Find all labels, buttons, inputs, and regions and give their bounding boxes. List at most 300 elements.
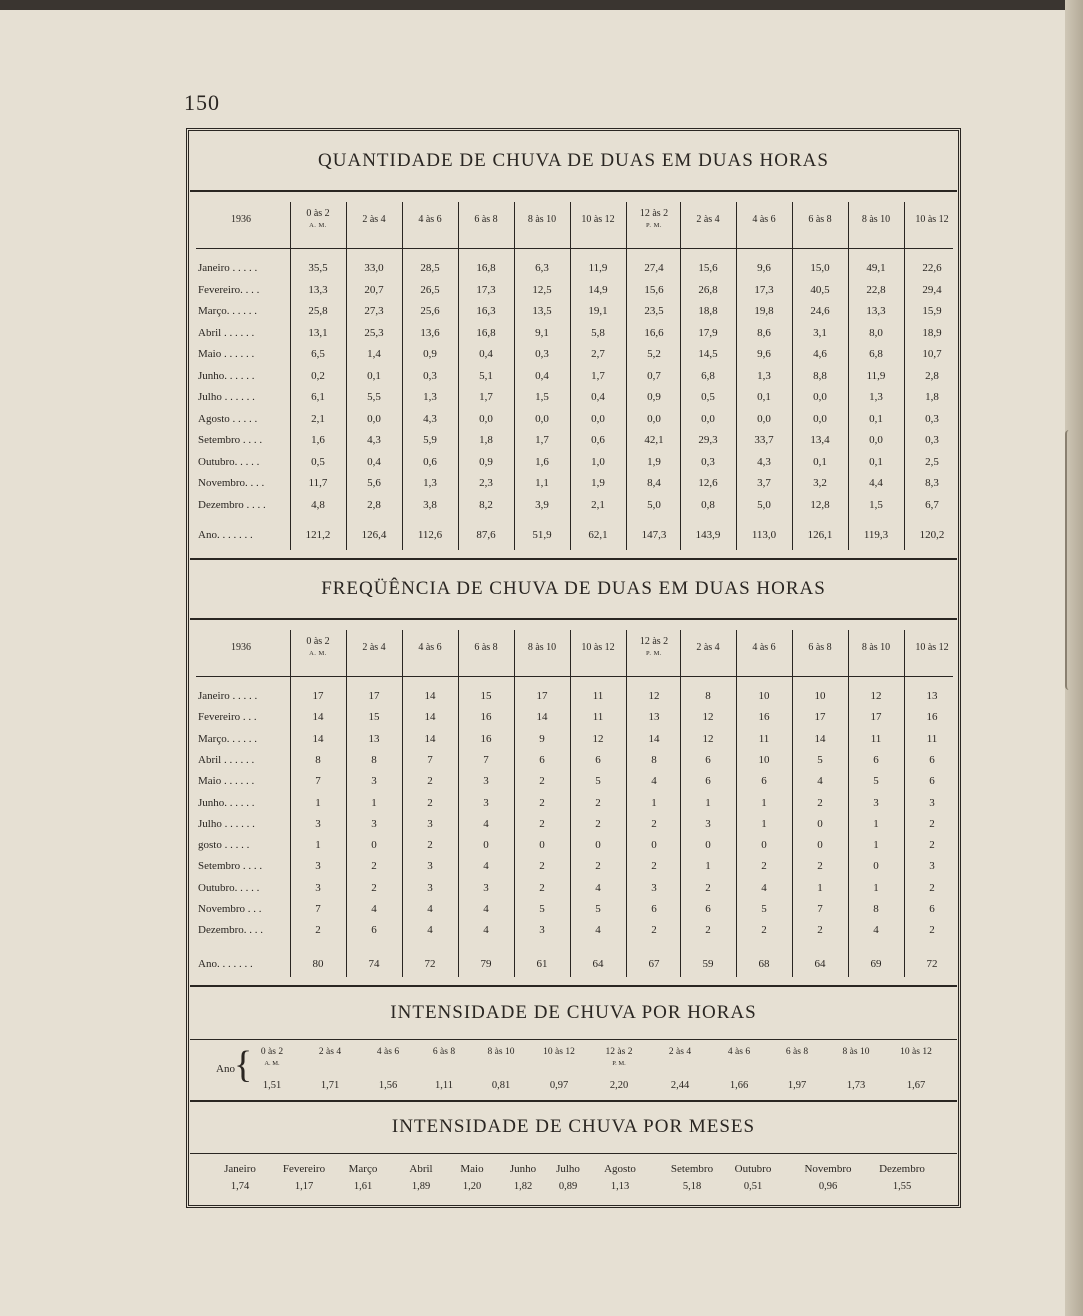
frequencia-cell: 4 [873, 924, 879, 937]
frequencia-cell: 10 [814, 690, 826, 702]
frequencia-row-label: Setembro . . . . [198, 860, 263, 873]
quantidade-cell: 15,6 [644, 283, 664, 296]
quantidade-cell: 0,6 [423, 455, 437, 468]
frequencia-cell: 7 [315, 775, 321, 788]
column-label: 10 às 12 [581, 642, 615, 653]
quantidade-cell: 0,9 [479, 455, 493, 468]
intensidade-meses-value: 1,17 [294, 1181, 314, 1192]
intensidade-horas-value: 1,97 [787, 1080, 807, 1091]
column-sublabel: P. M. [612, 1060, 626, 1067]
quantidade-cell: 8,6 [757, 326, 771, 339]
intensidade-horas-column-header [590, 1047, 648, 1069]
intensidade-meses-value: 1,20 [462, 1181, 482, 1192]
column-label: 6 às 8 [432, 1047, 456, 1057]
quantidade-cell: 0,1 [869, 412, 883, 425]
intensidade-horas-value: 0,97 [549, 1080, 569, 1091]
quantidade-cell: 9,6 [757, 348, 771, 360]
intensidade-meses-top-rule [190, 1153, 957, 1154]
quantidade-cell: 12,6 [698, 477, 718, 489]
intensidade-meses-month: Outubro [734, 1163, 772, 1175]
quantidade-cell: 2,3 [479, 477, 493, 489]
quantidade-cell: 0,4 [479, 348, 493, 360]
frequencia-cell: 7 [315, 903, 321, 915]
frequencia-cell: 13 [926, 690, 938, 702]
column-label: 4 às 6 [418, 642, 442, 653]
intensidade-horas-value: 0,81 [491, 1080, 511, 1091]
quantidade-cell: 25,6 [420, 305, 440, 317]
quantidade-row-label: Junho. . . . . . [198, 369, 255, 382]
frequencia-cell: 15 [480, 690, 492, 702]
quantidade-cell: 27,4 [644, 262, 664, 274]
frequencia-column-header [459, 642, 513, 654]
frequencia-cell: 6 [929, 753, 935, 766]
quantidade-cell: 0,9 [423, 348, 437, 360]
quantidade-cell: 25,8 [308, 305, 328, 317]
quantidade-total-cell: 112,6 [417, 529, 443, 541]
quantidade-cell: 15,6 [698, 262, 718, 274]
frequencia-cell: 0 [539, 839, 545, 852]
frequencia-cell: 2 [651, 860, 657, 873]
quantidade-cell: 19,1 [588, 305, 608, 317]
column-label: 6 às 8 [785, 1047, 809, 1057]
quantidade-cell: 28,5 [420, 262, 440, 274]
intensidade-meses-month: Março [348, 1163, 378, 1175]
frequencia-cell: 2 [929, 817, 935, 830]
quantidade-cell: 10,7 [922, 348, 942, 360]
intensidade-horas-value: 2,20 [609, 1080, 629, 1091]
quantidade-row-label: Agosto . . . . . [198, 412, 258, 425]
intensidade-horas-column-header [827, 1047, 885, 1058]
quantidade-column-header [571, 214, 625, 226]
frequencia-cell: 2 [427, 796, 433, 809]
frequencia-total-cell: 74 [368, 958, 380, 970]
quantidade-cell: 12,5 [532, 283, 552, 296]
quantidade-cell: 1,9 [591, 477, 605, 489]
quantidade-cell: 11,9 [588, 262, 608, 274]
quantidade-cell: 0,8 [701, 498, 715, 511]
intensidade-meses-month: Setembro [670, 1163, 714, 1175]
quantidade-bottom-rule [190, 558, 957, 560]
top-shadow-band [0, 0, 1083, 10]
intensidade-horas-value: 1,71 [320, 1080, 340, 1091]
intensidade-horas-value: 1,51 [262, 1080, 282, 1091]
intensidade-horas-value: 2,44 [670, 1080, 690, 1091]
frequencia-cell: 17 [312, 690, 324, 702]
frequencia-cell: 0 [371, 839, 377, 852]
quantidade-cell: 6,8 [701, 369, 715, 382]
quantidade-cell: 9,6 [757, 262, 771, 274]
quantidade-cell: 13,4 [810, 434, 830, 446]
frequencia-total-cell: 59 [702, 958, 714, 970]
frequencia-total-label: Ano. . . . . . . [198, 958, 253, 970]
frequencia-cell: 14 [424, 690, 436, 702]
quantidade-year-header: 1936 [231, 214, 251, 225]
quantidade-cell: 16,3 [476, 305, 496, 317]
quantidade-cell: 15,0 [810, 262, 830, 274]
quantidade-cell: 6,8 [869, 348, 883, 360]
intensidade-horas-column-header [530, 1047, 588, 1058]
frequencia-cell: 2 [761, 924, 767, 937]
column-label: 4 às 6 [727, 1047, 751, 1057]
quantidade-cell: 2,8 [925, 369, 939, 382]
column-label: 8 às 10 [842, 1047, 870, 1057]
quantidade-cell: 49,1 [866, 262, 886, 274]
quantidade-cell: 26,5 [420, 283, 440, 296]
frequencia-cell: 2 [539, 860, 545, 873]
intensidade-meses-value: 1,55 [892, 1181, 912, 1192]
frequencia-cell: 4 [483, 924, 489, 937]
frequencia-cell: 2 [595, 860, 601, 873]
frequencia-cell: 2 [761, 860, 767, 873]
frequencia-cell: 1 [371, 796, 377, 809]
quantidade-column-header [403, 214, 457, 226]
quantidade-cell: 1,9 [647, 455, 661, 468]
intensidade-horas-value: 1,66 [729, 1080, 749, 1091]
quantidade-cell: 1,7 [535, 434, 549, 446]
quantidade-cell: 1,7 [479, 391, 493, 403]
frequencia-cell: 5 [539, 903, 545, 915]
frequencia-cell: 6 [929, 903, 935, 915]
frequencia-cell: 6 [705, 903, 711, 915]
frequencia-cell: 8 [371, 753, 377, 766]
column-label: 2 às 4 [696, 214, 720, 225]
frequencia-cell: 3 [427, 881, 433, 894]
quantidade-cell: 4,3 [757, 455, 771, 468]
frequencia-cell: 3 [651, 881, 657, 894]
column-label: 0 às 2 [306, 208, 330, 219]
frequencia-cell: 16 [758, 711, 770, 724]
intensidade-meses-value: 1,89 [411, 1181, 431, 1192]
frequencia-cell: 3 [427, 817, 433, 830]
frequencia-total-cell: 72 [926, 958, 938, 970]
frequencia-cell: 4 [817, 775, 823, 788]
quantidade-cell: 2,1 [591, 498, 605, 511]
quantidade-cell: 3,1 [813, 326, 827, 339]
frequencia-column-header [627, 636, 681, 660]
column-label: 10 às 12 [915, 214, 949, 225]
quantidade-cell: 2,7 [591, 348, 605, 360]
quantidade-cell: 8,0 [869, 326, 883, 339]
intensidade-meses-month: Julho [556, 1163, 580, 1175]
quantidade-cell: 5,8 [591, 326, 605, 339]
quantidade-total-cell: 120,2 [919, 529, 945, 541]
quantidade-total-cell: 62,1 [588, 529, 608, 541]
frequencia-cell: 2 [315, 924, 321, 937]
frequencia-cell: 6 [929, 775, 935, 788]
intensidade-horas-column-header [887, 1047, 945, 1058]
frequencia-cell: 2 [705, 881, 711, 894]
quantidade-cell: 11,7 [308, 477, 328, 489]
intensidade-meses-value: 0,51 [743, 1181, 763, 1192]
frequencia-row-label: Julho . . . . . . [198, 817, 255, 830]
quantidade-cell: 0,1 [367, 369, 381, 382]
frequencia-column-header [681, 642, 735, 654]
quantidade-cell: 5,5 [367, 391, 381, 403]
intensidade-meses-value: 1,13 [610, 1181, 630, 1192]
column-label: 4 às 6 [376, 1047, 400, 1057]
frequencia-cell: 5 [817, 753, 823, 766]
frequencia-cell: 2 [817, 796, 823, 809]
frequencia-row-label: Dezembro. . . . [198, 924, 264, 937]
quantidade-cell: 0,0 [813, 412, 827, 425]
quantidade-total-label: Ano. . . . . . . [198, 529, 253, 541]
column-label: 2 às 4 [696, 642, 720, 653]
quantidade-cell: 17,3 [754, 283, 774, 296]
frequencia-cell: 2 [817, 860, 823, 873]
quantidade-cell: 8,3 [925, 477, 939, 489]
intensidade-meses-month: Maio [460, 1163, 484, 1175]
quantidade-cell: 0,4 [367, 455, 381, 468]
intensidade-horas-bottom-rule [190, 1100, 957, 1102]
intensidade-horas-row-label: Ano [216, 1063, 235, 1075]
frequencia-cell: 12 [648, 690, 660, 702]
frequencia-row-label: Abril . . . . . . [198, 753, 255, 766]
frequencia-cell: 3 [315, 860, 321, 873]
column-label: 2 às 4 [362, 214, 386, 225]
frequencia-cell: 2 [539, 796, 545, 809]
intensidade-meses-value: 5,18 [682, 1181, 702, 1192]
quantidade-cell: 1,0 [591, 455, 605, 468]
frequencia-cell: 13 [368, 732, 380, 745]
intensidade-horas-value: 1,11 [435, 1080, 453, 1091]
quantidade-cell: 1,3 [757, 369, 771, 382]
frequencia-cell: 3 [371, 817, 377, 830]
quantidade-cell: 4,8 [311, 498, 325, 511]
quantidade-row-label: Outubro. . . . . [198, 455, 260, 468]
frequencia-cell: 2 [427, 775, 433, 788]
frequencia-cell: 14 [814, 732, 826, 745]
frequencia-cell: 1 [315, 839, 321, 852]
frequencia-cell: 1 [651, 796, 657, 809]
quantidade-cell: 8,4 [647, 477, 661, 489]
frequencia-header-rule [196, 676, 953, 677]
quantidade-cell: 14,5 [698, 348, 718, 360]
quantidade-cell: 1,3 [423, 391, 437, 403]
quantidade-cell: 1,4 [367, 348, 381, 360]
frequencia-column-header [849, 642, 903, 654]
intensidade-meses-month: Dezembro [879, 1163, 925, 1175]
quantidade-cell: 22,8 [866, 283, 886, 296]
frequencia-cell: 10 [758, 753, 770, 766]
quantidade-total-cell: 87,6 [476, 529, 496, 541]
quantidade-row-label: Janeiro . . . . . [198, 262, 258, 274]
quantidade-cell: 13,3 [866, 305, 886, 317]
quantidade-row-label: Março. . . . . . [198, 305, 257, 317]
frequencia-cell: 7 [483, 753, 489, 766]
intensidade-meses-value: 1,61 [353, 1181, 373, 1192]
quantidade-cell: 13,1 [308, 326, 328, 339]
quantidade-row-label: Novembro. . . . [198, 477, 265, 489]
frequencia-cell: 6 [873, 753, 879, 766]
quantidade-row-label: Fevereiro. . . . [198, 283, 260, 296]
quantidade-cell: 18,9 [922, 326, 942, 339]
frequencia-cell: 7 [817, 903, 823, 915]
frequencia-column-header [291, 636, 345, 660]
quantidade-column-header [737, 214, 791, 226]
quantidade-cell: 0,0 [535, 412, 549, 425]
frequencia-total-cell: 64 [814, 958, 826, 970]
quantidade-total-cell: 143,9 [695, 529, 721, 541]
frequencia-total-cell: 72 [424, 958, 436, 970]
quantidade-cell: 0,4 [591, 391, 605, 403]
quantidade-cell: 40,5 [810, 283, 830, 296]
column-label: 8 às 10 [861, 214, 891, 225]
frequencia-cell: 4 [595, 924, 601, 937]
quantidade-cell: 0,4 [535, 369, 549, 382]
brace-glyph: { [234, 1044, 253, 1086]
frequencia-cell: 17 [536, 690, 548, 702]
frequencia-cell: 1 [761, 796, 767, 809]
frequencia-title: FREQÜÊNCIA DE CHUVA DE DUAS EM DUAS HORAS [321, 578, 826, 599]
column-label: 6 às 8 [474, 642, 498, 653]
intensidade-horas-value: 1,73 [846, 1080, 866, 1091]
column-label: 2 às 4 [362, 642, 386, 653]
frequencia-cell: 17 [814, 711, 826, 724]
frequencia-column-header [403, 642, 457, 654]
column-sublabel: P. M. [645, 222, 663, 229]
page-number: 150 [184, 90, 220, 115]
frequencia-cell: 4 [427, 924, 433, 937]
column-label: 6 às 8 [808, 214, 832, 225]
quantidade-cell: 0,0 [367, 412, 381, 425]
quantidade-cell: 18,8 [698, 305, 718, 317]
intensidade-horas-top-rule [190, 1039, 957, 1040]
column-label: 0 às 2 [306, 636, 330, 647]
quantidade-cell: 16,8 [476, 326, 496, 339]
quantidade-cell: 13,3 [308, 283, 328, 296]
quantidade-cell: 1,6 [535, 455, 549, 468]
frequencia-cell: 14 [424, 732, 436, 745]
frequencia-total-cell: 61 [536, 958, 548, 970]
intensidade-horas-column-header [472, 1047, 530, 1058]
column-label: 8 às 10 [861, 642, 891, 653]
frequencia-cell: 14 [424, 711, 436, 724]
frequencia-cell: 5 [595, 903, 601, 915]
quantidade-cell: 0,0 [591, 412, 605, 425]
frequencia-row-label: gosto . . . . . [198, 839, 250, 852]
frequencia-cell: 2 [539, 881, 545, 894]
quantidade-cell: 3,7 [757, 477, 771, 489]
frequencia-cell: 4 [651, 775, 657, 788]
quantidade-cell: 24,6 [810, 305, 830, 317]
quantidade-cell: 5,0 [757, 498, 771, 511]
frequencia-column-header [571, 642, 625, 654]
frequencia-cell: 1 [705, 796, 711, 809]
frequencia-cell: 8 [651, 753, 657, 766]
intensidade-meses-value: 1,74 [230, 1181, 250, 1192]
quantidade-cell: 6,1 [311, 391, 325, 403]
frequencia-cell: 2 [817, 924, 823, 937]
quantidade-cell: 0,0 [479, 412, 493, 425]
quantidade-column-header [291, 208, 345, 232]
frequencia-cell: 9 [539, 732, 545, 745]
quantidade-cell: 17,9 [698, 326, 718, 339]
quantidade-cell: 0,3 [535, 348, 549, 360]
quantidade-cell: 0,0 [757, 412, 771, 425]
intensidade-horas-column-header [768, 1047, 826, 1058]
quantidade-cell: 1,6 [311, 434, 325, 446]
frequencia-cell: 6 [651, 903, 657, 915]
frequencia-cell: 7 [427, 753, 433, 766]
frequencia-cell: 0 [873, 860, 879, 873]
quantidade-cell: 0,9 [647, 391, 661, 403]
frequencia-cell: 17 [870, 711, 882, 724]
quantidade-cell: 12,8 [810, 498, 830, 511]
frequencia-cell: 0 [483, 839, 489, 852]
intensidade-meses-value: 1,82 [513, 1181, 533, 1192]
quantidade-cell: 11,9 [866, 369, 886, 382]
frequencia-row-label: Maio . . . . . . [198, 775, 255, 788]
frequencia-cell: 2 [371, 881, 377, 894]
frequencia-cell: 1 [873, 817, 879, 830]
frequencia-total-cell: 69 [870, 958, 882, 970]
frequencia-cell: 8 [315, 753, 321, 766]
frequencia-cell: 2 [929, 839, 935, 852]
frequencia-cell: 2 [539, 817, 545, 830]
quantidade-row-label: Maio . . . . . . [198, 348, 255, 360]
intensidade-horas-column-header [243, 1047, 301, 1069]
quantidade-column-header [627, 208, 681, 232]
quantidade-cell: 17,3 [476, 283, 496, 296]
frequencia-cell: 2 [539, 775, 545, 788]
intensidade-meses-month: Abril [409, 1163, 433, 1175]
frequencia-cell: 2 [427, 839, 433, 852]
frequencia-cell: 4 [761, 881, 767, 894]
frequencia-cell: 12 [702, 711, 714, 724]
quantidade-cell: 6,5 [311, 348, 325, 360]
frequencia-cell: 4 [483, 860, 489, 873]
frequencia-top-rule [190, 618, 957, 620]
column-label: 12 às 2 [639, 636, 669, 647]
quantidade-cell: 0,0 [813, 391, 827, 403]
frequencia-year-header: 1936 [231, 642, 251, 653]
frequencia-cell: 4 [371, 903, 377, 915]
frequencia-cell: 8 [873, 903, 879, 915]
quantidade-cell: 1,5 [869, 498, 883, 511]
frequencia-column-header [737, 642, 791, 654]
quantidade-header-rule [196, 248, 953, 249]
quantidade-cell: 16,8 [476, 262, 496, 274]
frequencia-cell: 1 [817, 881, 823, 894]
intensidade-meses-value: 0,89 [558, 1181, 578, 1192]
quantidade-cell: 5,2 [647, 348, 661, 360]
quantidade-cell: 5,9 [423, 434, 437, 446]
frequencia-cell: 2 [651, 924, 657, 937]
quantidade-column-header [849, 214, 903, 226]
quantidade-cell: 1,1 [535, 477, 549, 489]
frequencia-cell: 3 [371, 775, 377, 788]
frequencia-cell: 15 [368, 711, 380, 724]
frequencia-cell: 0 [595, 839, 601, 852]
frequencia-cell: 4 [483, 903, 489, 915]
frequencia-total-cell: 67 [648, 958, 660, 970]
column-label: 6 às 8 [808, 642, 832, 653]
quantidade-cell: 4,4 [869, 477, 883, 489]
column-label: 2 às 4 [318, 1047, 342, 1057]
column-label: 2 às 4 [668, 1047, 692, 1057]
quantidade-total-cell: 147,3 [641, 529, 667, 541]
quantidade-cell: 9,1 [535, 326, 549, 339]
frequencia-row-label: Outubro. . . . . [198, 881, 260, 894]
intensidade-horas-column-header [415, 1047, 473, 1058]
quantidade-row-label: Abril . . . . . . [198, 326, 255, 339]
intensidade-horas-value: 1,56 [378, 1080, 398, 1091]
quantidade-cell: 26,8 [698, 283, 718, 296]
frequencia-cell: 17 [368, 690, 380, 702]
column-label: 12 às 2 [639, 208, 669, 219]
frequencia-cell: 10 [758, 690, 770, 702]
quantidade-title: QUANTIDADE DE CHUVA DE DUAS EM DUAS HORAS [318, 150, 829, 171]
